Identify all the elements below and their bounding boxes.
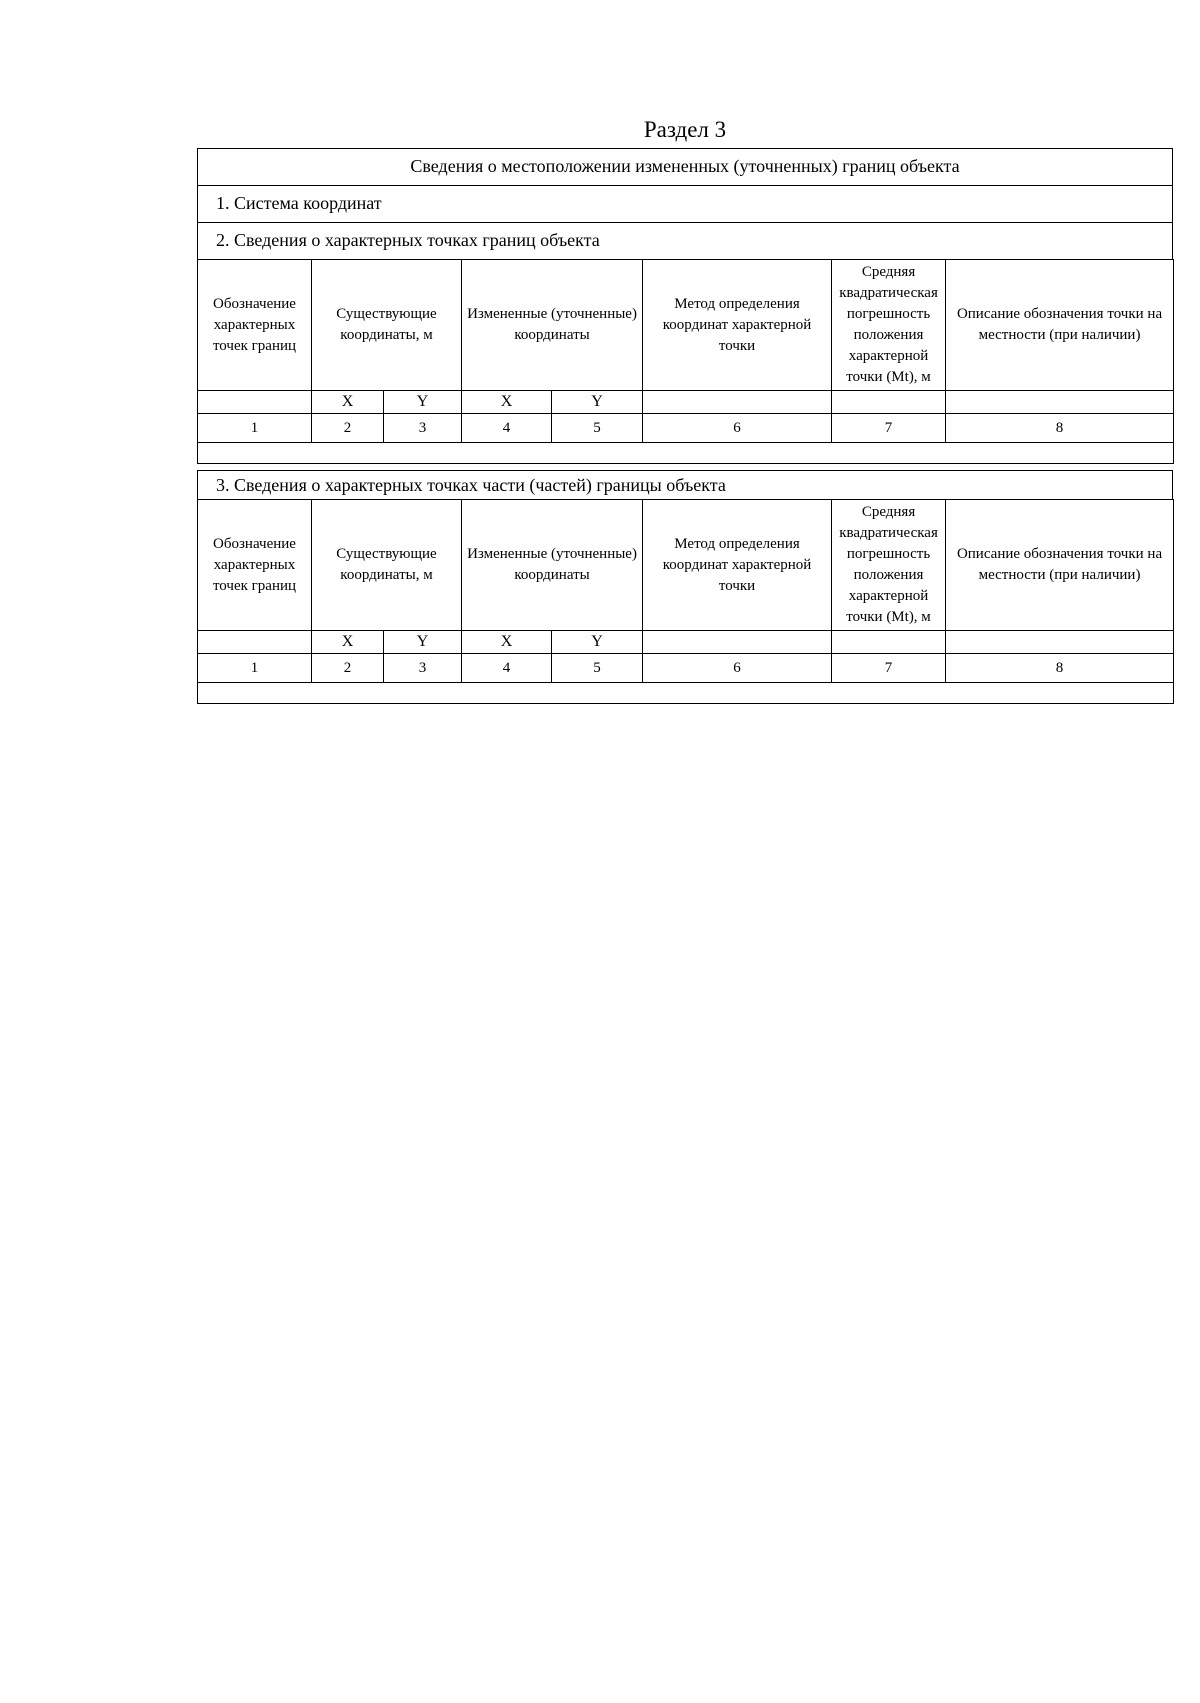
col-number: 1 <box>198 414 312 443</box>
axis-x: X <box>312 391 384 414</box>
axis-x: X <box>462 391 552 414</box>
column-numbers-row <box>198 654 1174 683</box>
col-changed-coords: Измененные (уточненные) координаты <box>462 260 643 391</box>
axis-y: Y <box>384 391 462 414</box>
axes-cell-empty <box>832 631 946 654</box>
col-existing-coords: Существующие координаты, м <box>312 500 462 631</box>
col-number: 3 <box>384 414 462 443</box>
column-numbers-row <box>198 414 1174 443</box>
col-error: Средняя квадратическая погрешность положения характерной точки (Mt), м <box>832 260 946 391</box>
col-method: Метод определения координат характерной точки <box>643 500 832 631</box>
coord-system-row: 1. Система координат <box>198 186 1172 223</box>
col-number: 2 <box>312 654 384 683</box>
col-existing-coords: Существующие координаты, м <box>312 260 462 391</box>
empty-cell <box>198 443 1174 464</box>
section-header-box <box>197 148 1173 260</box>
col-error: Средняя квадратическая погрешность положения характерной точки (Mt), м <box>832 500 946 631</box>
col-number: 7 <box>832 414 946 443</box>
col-number: 2 <box>312 414 384 443</box>
table-header-row <box>198 500 1174 631</box>
col-number: 7 <box>832 654 946 683</box>
col-description: Описание обозначения точки на местности (при наличии) <box>946 260 1174 391</box>
main-heading: Сведения о местоположении измененных (уточненных) границ объекта <box>198 149 1172 186</box>
axes-cell-empty <box>832 391 946 414</box>
col-number: 4 <box>462 654 552 683</box>
col-number: 6 <box>643 654 832 683</box>
empty-cell <box>198 683 1174 704</box>
col-changed-coords: Измененные (уточненные) координаты <box>462 500 643 631</box>
points-title-row: 2. Сведения о характерных точках границ объекта <box>198 223 1172 260</box>
col-number: 4 <box>462 414 552 443</box>
col-number: 5 <box>552 654 643 683</box>
col-number: 3 <box>384 654 462 683</box>
axes-row <box>198 391 1174 414</box>
axis-x: X <box>462 631 552 654</box>
col-designation: Обозначение характерных точек границ <box>198 260 312 391</box>
col-number: 5 <box>552 414 643 443</box>
axes-cell-empty <box>946 391 1174 414</box>
axis-y: Y <box>552 631 643 654</box>
axes-row <box>198 631 1174 654</box>
col-designation: Обозначение характерных точек границ <box>198 500 312 631</box>
axis-y: Y <box>384 631 462 654</box>
col-number: 8 <box>946 654 1174 683</box>
col-method: Метод определения координат характерной точки <box>643 260 832 391</box>
section-title: Раздел 3 <box>643 117 727 142</box>
axes-cell-empty <box>643 391 832 414</box>
axes-cell-empty <box>643 631 832 654</box>
col-number: 8 <box>946 414 1174 443</box>
empty-data-row <box>198 683 1174 704</box>
empty-data-row <box>198 443 1174 464</box>
axes-cell-empty <box>946 631 1174 654</box>
col-number: 1 <box>198 654 312 683</box>
boundary-part-points-table <box>197 499 1174 704</box>
boundary-points-table <box>197 259 1174 464</box>
col-description: Описание обозначения точки на местности (при наличии) <box>946 500 1174 631</box>
axis-x: X <box>312 631 384 654</box>
axes-cell-empty <box>198 631 312 654</box>
parts-title-row: 3. Сведения о характерных точках части (частей) границы объекта <box>197 470 1173 500</box>
axes-cell-empty <box>198 391 312 414</box>
axis-y: Y <box>552 391 643 414</box>
col-number: 6 <box>643 414 832 443</box>
table-header-row <box>198 260 1174 391</box>
